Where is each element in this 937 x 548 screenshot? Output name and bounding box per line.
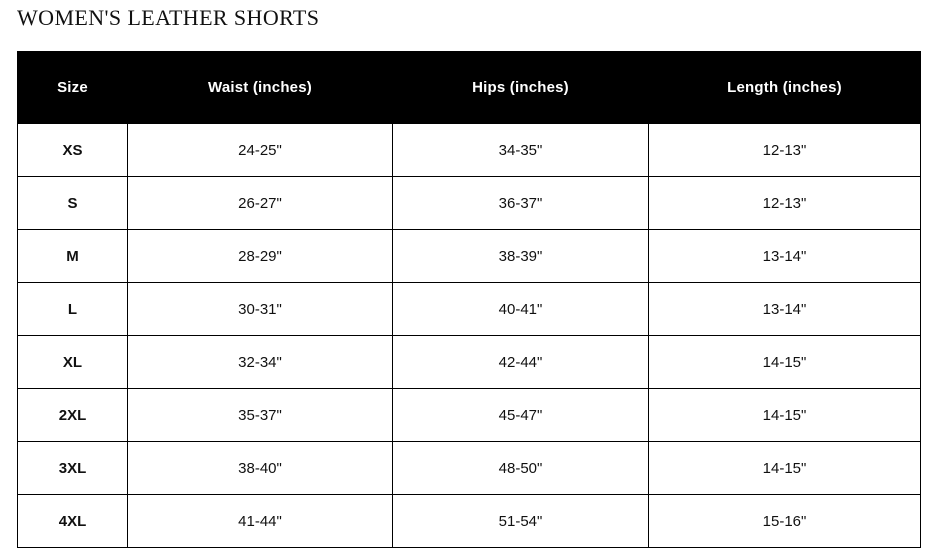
cell-waist: 32-34" xyxy=(128,336,393,389)
table-body xyxy=(18,124,921,548)
cell-waist: 24-25" xyxy=(128,124,393,177)
page-title: WOMEN'S LEATHER SHORTS xyxy=(17,5,320,30)
cell-hips: 36-37" xyxy=(393,177,649,230)
cell-hips: 40-41" xyxy=(393,283,649,336)
cell-size: L xyxy=(18,283,128,336)
cell-size: S xyxy=(18,177,128,230)
cell-size: 2XL xyxy=(18,389,128,442)
cell-length: 12-13" xyxy=(649,177,921,230)
table-row xyxy=(18,336,921,389)
cell-size: XS xyxy=(18,124,128,177)
table-row xyxy=(18,495,921,548)
cell-size: M xyxy=(18,230,128,283)
cell-hips: 51-54" xyxy=(393,495,649,548)
cell-length: 13-14" xyxy=(649,230,921,283)
column-header-length: Length (inches) xyxy=(649,52,921,124)
table-row xyxy=(18,177,921,230)
cell-length: 14-15" xyxy=(649,389,921,442)
table-header xyxy=(18,52,921,124)
cell-length: 14-15" xyxy=(649,336,921,389)
column-header-size: Size xyxy=(18,52,128,124)
cell-length: 14-15" xyxy=(649,442,921,495)
cell-waist: 38-40" xyxy=(128,442,393,495)
cell-waist: 41-44" xyxy=(128,495,393,548)
cell-hips: 48-50" xyxy=(393,442,649,495)
cell-size: XL xyxy=(18,336,128,389)
table-row xyxy=(18,124,921,177)
cell-waist: 35-37" xyxy=(128,389,393,442)
cell-waist: 30-31" xyxy=(128,283,393,336)
cell-hips: 38-39" xyxy=(393,230,649,283)
cell-length: 13-14" xyxy=(649,283,921,336)
cell-waist: 28-29" xyxy=(128,230,393,283)
size-chart-table-container xyxy=(17,51,920,548)
cell-size: 3XL xyxy=(18,442,128,495)
cell-length: 12-13" xyxy=(649,124,921,177)
table-row xyxy=(18,389,921,442)
size-chart-table xyxy=(17,51,921,548)
column-header-hips: Hips (inches) xyxy=(393,52,649,124)
table-header-row xyxy=(18,52,921,124)
cell-waist: 26-27" xyxy=(128,177,393,230)
table-row xyxy=(18,442,921,495)
table-row xyxy=(18,283,921,336)
column-header-waist: Waist (inches) xyxy=(128,52,393,124)
table-row xyxy=(18,230,921,283)
cell-hips: 42-44" xyxy=(393,336,649,389)
cell-length: 15-16" xyxy=(649,495,921,548)
cell-hips: 45-47" xyxy=(393,389,649,442)
cell-hips: 34-35" xyxy=(393,124,649,177)
cell-size: 4XL xyxy=(18,495,128,548)
